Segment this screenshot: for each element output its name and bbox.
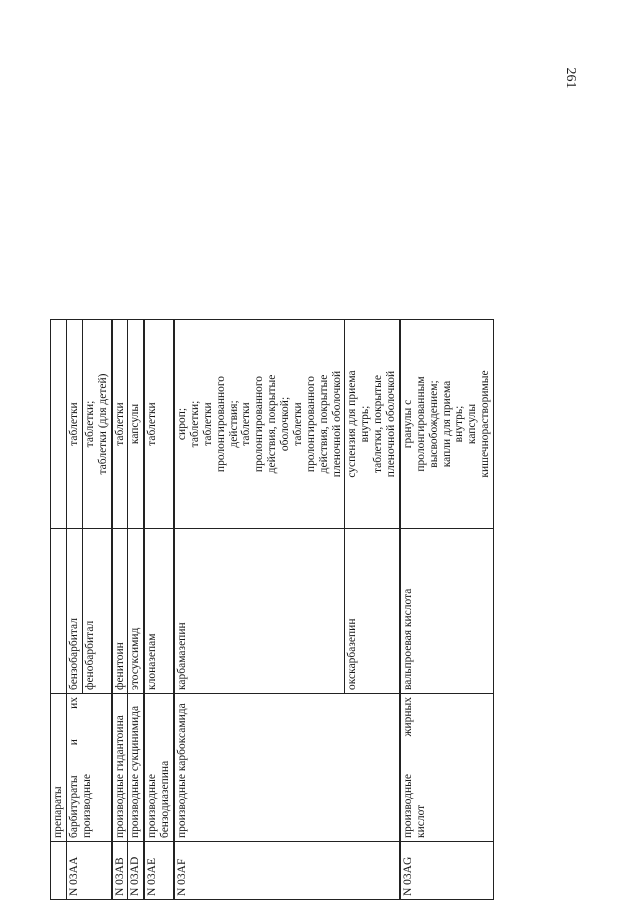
group-cell: производные бензодиазепина: [144, 694, 174, 842]
group-cell: барбитураты и их производные: [66, 694, 111, 842]
atc-code-cell: N 03AA: [66, 842, 111, 900]
table-row: [66, 320, 82, 900]
drug-table: [50, 319, 494, 900]
atc-code-cell: N 03AE: [144, 842, 174, 900]
group-cell: производные гидантоина: [112, 694, 128, 842]
group-cell: производные карбоксамида: [174, 694, 400, 842]
form-cell: сироп; таблетки; таблетки пролонгированного действия; таблетки пролонгированного действия, покрытые оболочкой; таблетки пролонгированного действия, покрытые пленочной оболочкой: [174, 320, 345, 529]
page-number: 261: [563, 67, 578, 89]
table-row: [400, 320, 494, 900]
rotated-page-content: [50, 320, 580, 900]
form-cell: таблетки: [144, 320, 174, 529]
form-cell: суспензия для приема внутрь; таблетки, покрытые пленочной оболочкой: [345, 320, 400, 529]
table-row: [144, 320, 174, 900]
drug-cell: фенобарбитал: [82, 529, 111, 694]
drug-cell: бензобарбитал: [66, 529, 82, 694]
table-row: [112, 320, 128, 900]
atc-code-cell: N 03AB: [112, 842, 128, 900]
table-row: [174, 320, 345, 900]
table-row-fragment: [51, 320, 67, 900]
drug-cell: вальпроевая кислота: [400, 529, 494, 694]
group-cell: производные жирных кислот: [400, 694, 494, 842]
drug-cell: окскарбазепин: [345, 529, 400, 694]
atc-code-cell: N 03AD: [128, 842, 144, 900]
drug-cell: клоназепам: [144, 529, 174, 694]
form-cell: таблетки: [66, 320, 82, 529]
atc-code-cell: N 03AG: [400, 842, 494, 900]
table-row: [128, 320, 144, 900]
group-cell: производные сукцинимида: [128, 694, 144, 842]
form-cell: капсулы: [128, 320, 144, 529]
form-cell: таблетки: [112, 320, 128, 529]
drug-cell: фенитоин: [112, 529, 128, 694]
form-cell: гранулы с пролонгированным высвобождением; капли для приема внутрь; капсулы кишечнорастворимые: [400, 320, 494, 529]
atc-code-cell: N 03AF: [174, 842, 400, 900]
group-cell: препараты: [51, 694, 67, 842]
drug-cell: карбамазепин: [174, 529, 345, 694]
drug-cell: этосуксимид: [128, 529, 144, 694]
form-cell: таблетки; таблетки (для детей): [82, 320, 111, 529]
